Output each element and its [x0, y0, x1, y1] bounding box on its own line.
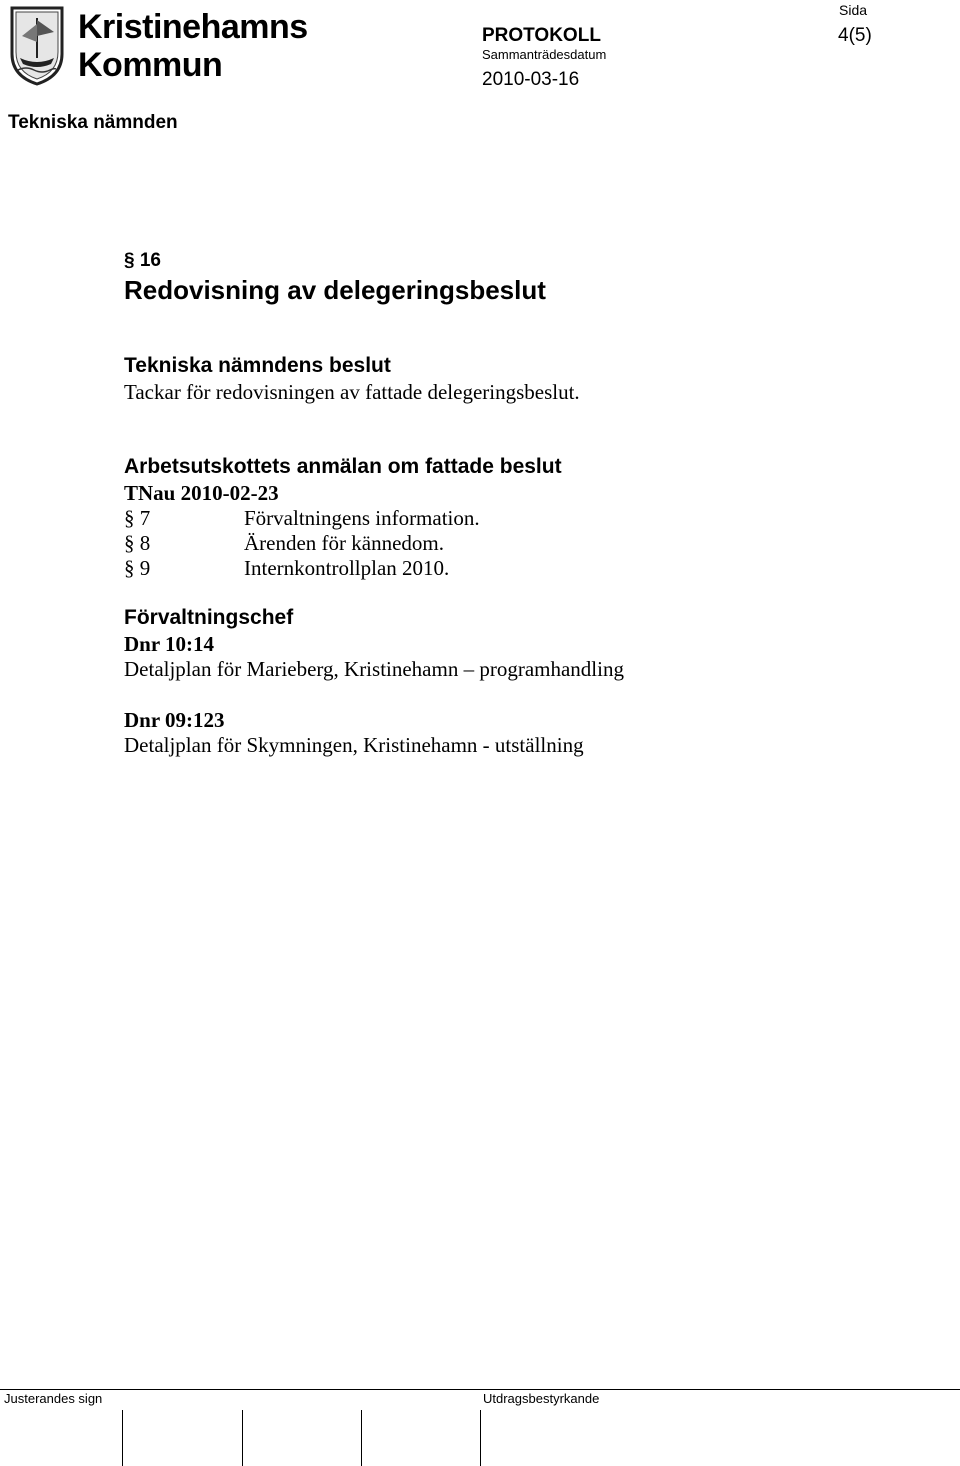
committee-ref: TNau 2010-02-23 — [124, 481, 279, 505]
dnr-reference: Dnr 10:14 — [124, 632, 215, 656]
logo-text-kommun: Kommun — [78, 46, 223, 84]
paragraph-number: 7 — [139, 506, 151, 530]
section-title: Redovisning av delegeringsbeslut — [124, 275, 546, 305]
section-number: § 16 — [124, 250, 161, 271]
committee-item-number: § 7 — [124, 506, 151, 530]
manager-item-text: Detaljplan för Marieberg, Kristinehamn – programhandling — [124, 657, 624, 681]
ship-crest-icon — [6, 2, 68, 86]
signature-box-divider — [122, 1410, 123, 1466]
justerandes-sign-label: Justerandes sign — [4, 1391, 103, 1406]
signature-box-divider — [242, 1410, 243, 1466]
dnr-reference: Dnr 09:123 — [124, 708, 225, 732]
manager-item-text: Detaljplan för Skymningen, Kristinehamn - utställning — [124, 733, 584, 757]
section-number-value: 16 — [139, 250, 161, 271]
footer-divider — [0, 1389, 960, 1390]
page-number: 4(5) — [838, 25, 872, 46]
committee-item-text: Förvaltningens information. — [244, 506, 480, 530]
committee-item-number: § 9 — [124, 556, 151, 580]
page-label: Sida — [839, 2, 868, 18]
utdragsbestyrkande-label: Utdragsbestyrkande — [483, 1391, 600, 1406]
committee-item-text: Ärenden för kännedom. — [244, 531, 445, 555]
signature-box-divider — [480, 1410, 481, 1466]
decision-heading: Tekniska nämndens beslut — [124, 354, 391, 377]
municipality-logo — [6, 2, 308, 86]
decision-text: Tackar för redovisningen av fattade delegeringsbeslut. — [124, 380, 580, 404]
committee-heading: Arbetsutskottets anmälan om fattade beslut — [124, 455, 562, 478]
manager-heading: Förvaltningschef — [124, 606, 294, 629]
organization-name: Tekniska nämnden — [8, 112, 178, 133]
logo-text-kristinehamns: Kristinehamns — [78, 8, 308, 46]
document-type: PROTOKOLL — [482, 25, 601, 46]
meeting-date-label: Sammanträdesdatum — [482, 47, 607, 62]
signature-box-divider — [361, 1410, 362, 1466]
paragraph-number: 9 — [139, 556, 151, 580]
meeting-date: 2010-03-16 — [482, 69, 580, 90]
committee-item-number: § 8 — [124, 531, 151, 555]
committee-item-text: Internkontrollplan 2010. — [244, 556, 450, 580]
paragraph-number: 8 — [139, 531, 151, 555]
